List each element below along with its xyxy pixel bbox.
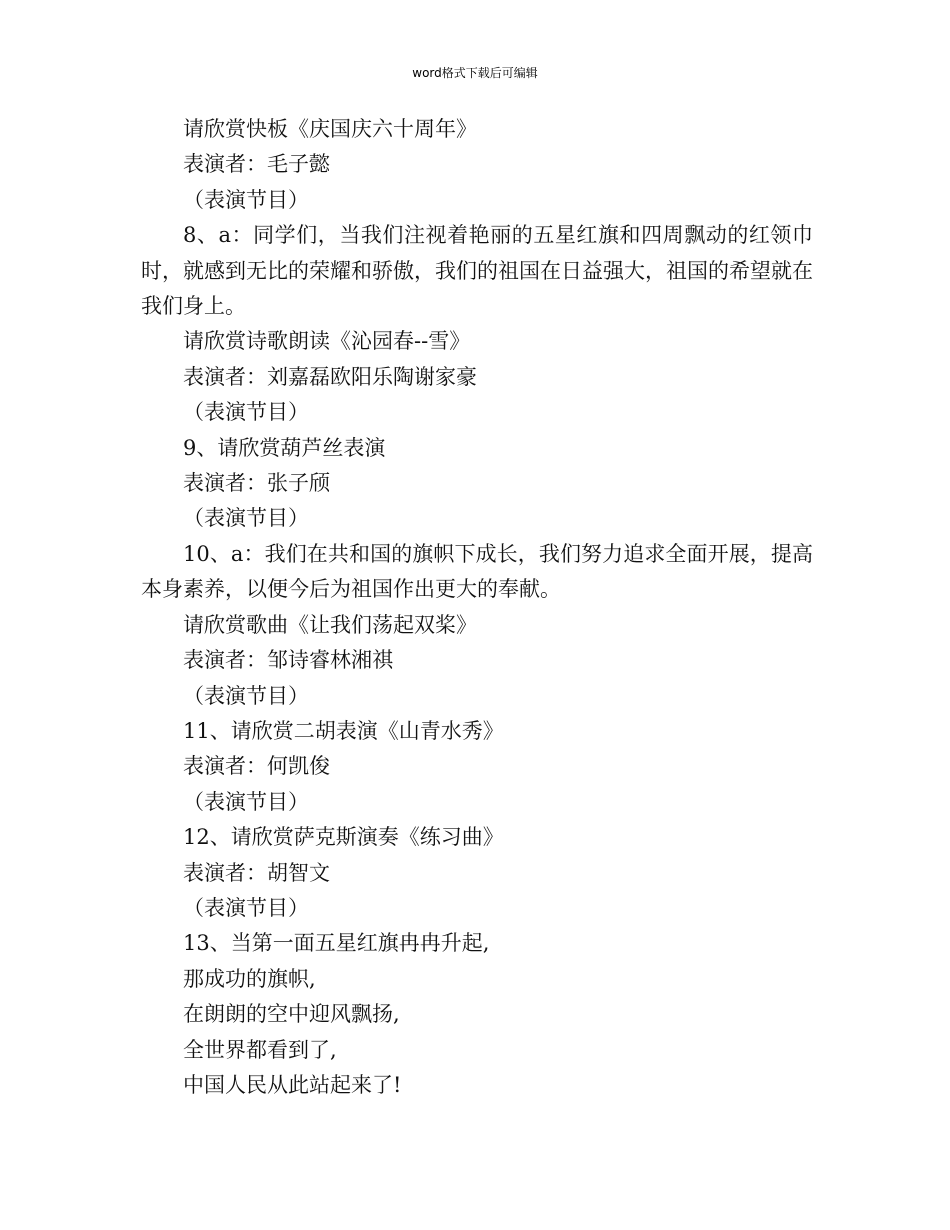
paragraph-performer: 表演者：张子颀	[183, 471, 330, 496]
paragraph-performer: 表演者：刘嘉磊欧阳乐陶谢家豪	[183, 364, 477, 389]
paragraph-performer: 表演者：毛子懿	[183, 152, 330, 177]
poem-line: 中国人民从此站起来了!	[183, 1072, 402, 1097]
page-header: word格式下载后可编辑	[412, 66, 538, 80]
paragraph-performance-note: （表演节目）	[183, 683, 309, 708]
paragraph-performance-note: （表演节目）	[183, 789, 309, 814]
paragraph-performer: 表演者：胡智文	[183, 860, 330, 885]
paragraph-item-11: 11、请欣赏二胡表演《山青水秀》	[183, 718, 504, 743]
poem-line: 全世界都看到了,	[183, 1037, 337, 1062]
paragraph-performance-note: （表演节目）	[183, 506, 309, 531]
paragraph-performer: 表演者：邹诗睿林湘祺	[183, 648, 393, 673]
paragraph-item-13: 13、当第一面五星红旗冉冉升起,	[183, 931, 490, 956]
paragraph-item-10: 10、a：我们在共和国的旗帜下成长，我们努力追求全面开展，提高本身素养，以便今后为祖国作出更大的奉献。	[141, 541, 813, 602]
paragraph-item-9: 9、请欣赏葫芦丝表演	[183, 435, 386, 460]
paragraph-item-8: 8、a：同学们，当我们注视着艳丽的五星红旗和四周飘动的红领巾时，就感到无比的荣耀和骄傲，我们的祖国在日益强大，祖国的希望就在我们身上。	[141, 223, 813, 319]
paragraph-performance-note: （表演节目）	[183, 187, 309, 212]
document-body	[141, 112, 813, 1103]
paragraph-performance-note: （表演节目）	[183, 400, 309, 425]
paragraph-kuaiban-title: 请欣赏快板《庆国庆六十周年》	[183, 117, 477, 141]
paragraph-item-12: 12、请欣赏萨克斯演奏《练习曲》	[183, 825, 504, 850]
paragraph-song-title: 请欣赏歌曲《让我们荡起双桨》	[183, 612, 477, 637]
paragraph-poem-title: 请欣赏诗歌朗读《沁园春--雪》	[183, 329, 471, 354]
paragraph-performance-note: （表演节目）	[183, 895, 309, 920]
poem-line: 那成功的旗帜,	[183, 966, 316, 991]
paragraph-performer: 表演者：何凯俊	[183, 754, 330, 779]
poem-line: 在朗朗的空中迎风飘扬,	[183, 1002, 400, 1027]
